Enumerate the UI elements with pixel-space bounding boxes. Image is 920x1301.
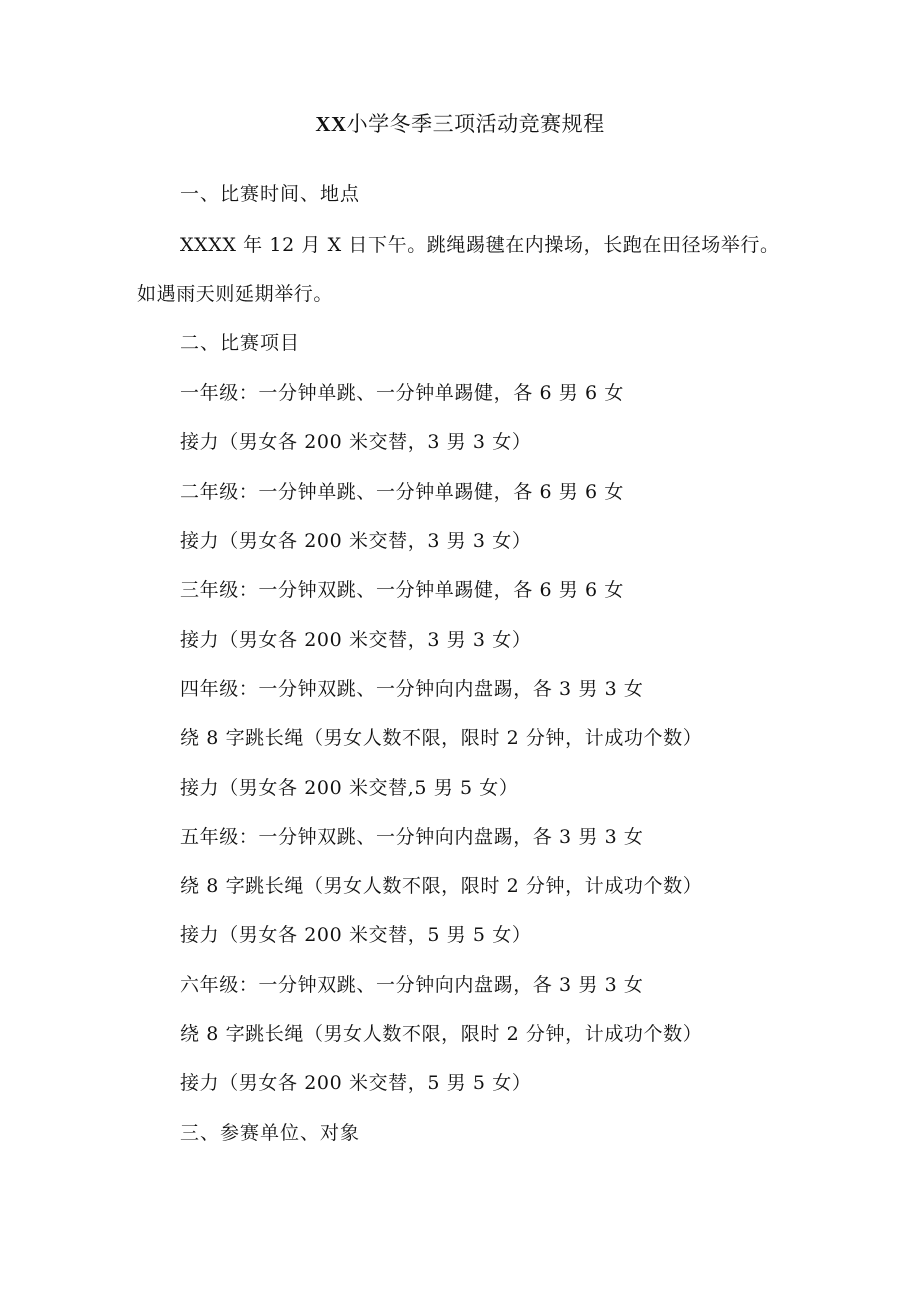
section-1-text-line-1: XXXX 年 12 月 X 日下午。跳绳踢毽在内操场，长跑在田径场举行。 [180,234,780,256]
document-title-prefix: XX [315,112,347,136]
document-title [0,109,920,139]
section-2-line: 五年级：一分钟双跳、一分钟向内盘踢，各 3 男 3 女 [180,826,644,848]
section-2-line: 三年级：一分钟双跳、一分钟单踢健，各 6 男 6 女 [180,579,624,601]
section-3-heading: 三、参赛单位、对象 [180,1122,361,1144]
section-2-line: 接力（男女各 200 米交替,5 男 5 女） [180,777,519,799]
section-2-line: 绕 8 字跳长绳（男女人数不限，限时 2 分钟，计成功个数） [180,1023,703,1045]
section-2-line: 六年级：一分钟双跳、一分钟向内盘踢，各 3 男 3 女 [180,974,644,996]
section-1-text-line-2: 如遇雨天则延期举行。 [137,283,334,305]
section-2-heading: 二、比赛项目 [180,332,301,354]
section-2-line: 一年级：一分钟单跳、一分钟单踢健，各 6 男 6 女 [180,382,624,404]
document-title-main: 小学冬季三项活动竞赛规程 [346,112,605,136]
section-2-line: 接力（男女各 200 米交替，5 男 5 女） [180,924,532,946]
section-2-line: 二年级：一分钟单跳、一分钟单踢健，各 6 男 6 女 [180,481,624,503]
section-2-line: 接力（男女各 200 米交替，3 男 3 女） [180,530,532,552]
section-2-line: 接力（男女各 200 米交替，5 男 5 女） [180,1072,532,1094]
section-2-line: 四年级：一分钟双跳、一分钟向内盘踢，各 3 男 3 女 [180,678,644,700]
section-2-line: 绕 8 字跳长绳（男女人数不限，限时 2 分钟，计成功个数） [180,727,703,749]
section-1-heading: 一、比赛时间、地点 [180,183,361,205]
section-2-line: 接力（男女各 200 米交替，3 男 3 女） [180,629,532,651]
section-2-line: 接力（男女各 200 米交替，3 男 3 女） [180,431,532,453]
section-2-line: 绕 8 字跳长绳（男女人数不限，限时 2 分钟，计成功个数） [180,875,703,897]
